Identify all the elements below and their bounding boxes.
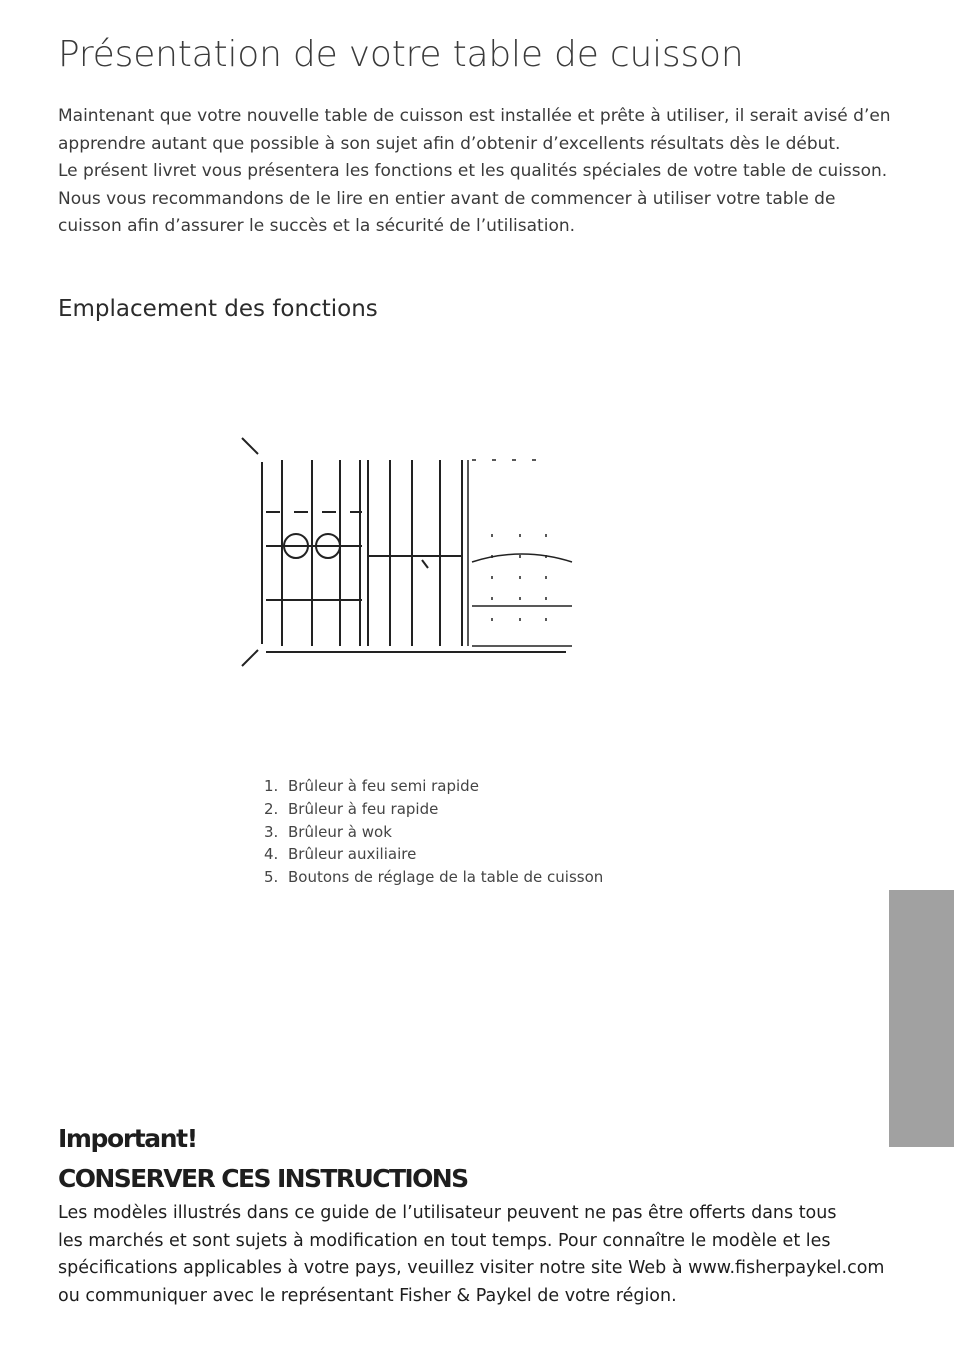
feature-legend: [264, 775, 603, 889]
legend-label: Boutons de réglage de la table de cuisson: [288, 868, 604, 887]
leader-line-top: [242, 438, 258, 454]
intro-line: apprendre autant que possible à son sujet afin d’obtenir d’excellents résultats dès le début.: [58, 133, 841, 154]
intro-line: Maintenant que votre nouvelle table de cuisson est installée et prête à utiliser, il serait avisé d’en: [58, 106, 891, 126]
section-heading: Emplacement des fonctions: [58, 296, 378, 322]
legend-label: Brûleur à wok: [288, 822, 392, 841]
right-grate: [468, 460, 572, 646]
cooktop-diagram: [236, 434, 576, 674]
legend-number: 3.: [264, 822, 279, 841]
page-title: Présentation de votre table de cuisson: [58, 34, 744, 75]
legend-item: [264, 821, 603, 844]
intro-paragraph: [58, 103, 898, 241]
legend-item: [264, 798, 603, 821]
side-tab: [889, 890, 954, 1147]
legend-label: Brûleur à feu rapide: [288, 799, 439, 818]
legend-number: 2.: [264, 799, 279, 818]
leader-line-bottom: [242, 650, 258, 666]
legend-label: Brûleur à feu semi rapide: [288, 777, 479, 795]
left-grate: [266, 460, 362, 646]
notice-paragraph: [58, 1200, 898, 1310]
legend-label: Brûleur auxiliaire: [288, 845, 417, 864]
legend-number: 1.: [264, 777, 279, 795]
notice-line: Les modèles illustrés dans ce guide de l’utilisateur peuvent ne pas être offerts dans tous: [58, 1203, 837, 1223]
legend-item: [264, 775, 603, 798]
legend-item: [264, 866, 603, 889]
notice-line: ou communiquer avec le représentant Fisher & Paykel de votre région.: [58, 1285, 677, 1306]
notice-line: spécifications applicables à votre pays, veuillez visiter notre site Web à www.fisherpaykel.com: [58, 1258, 885, 1278]
notice-line: les marchés et sont sujets à modification en tout temps. Pour connaître le modèle et les: [58, 1230, 831, 1251]
legend-item: [264, 843, 603, 866]
conserver-heading: CONSERVER CES INSTRUCTIONS: [58, 1164, 468, 1193]
intro-line: Le présent livret vous présentera les fonctions et les qualités spéciales de votre table de cuisson.: [58, 161, 888, 181]
legend-number: 5.: [264, 868, 279, 887]
important-heading: Important!: [58, 1124, 197, 1153]
legend-number: 4.: [264, 845, 279, 864]
intro-line: cuisson afin d’assurer le succès et la sécurité de l’utilisation.: [58, 216, 576, 236]
middle-grate: [368, 460, 462, 646]
intro-line: Nous vous recommandons de le lire en entier avant de commencer à utiliser votre table de: [58, 188, 836, 209]
